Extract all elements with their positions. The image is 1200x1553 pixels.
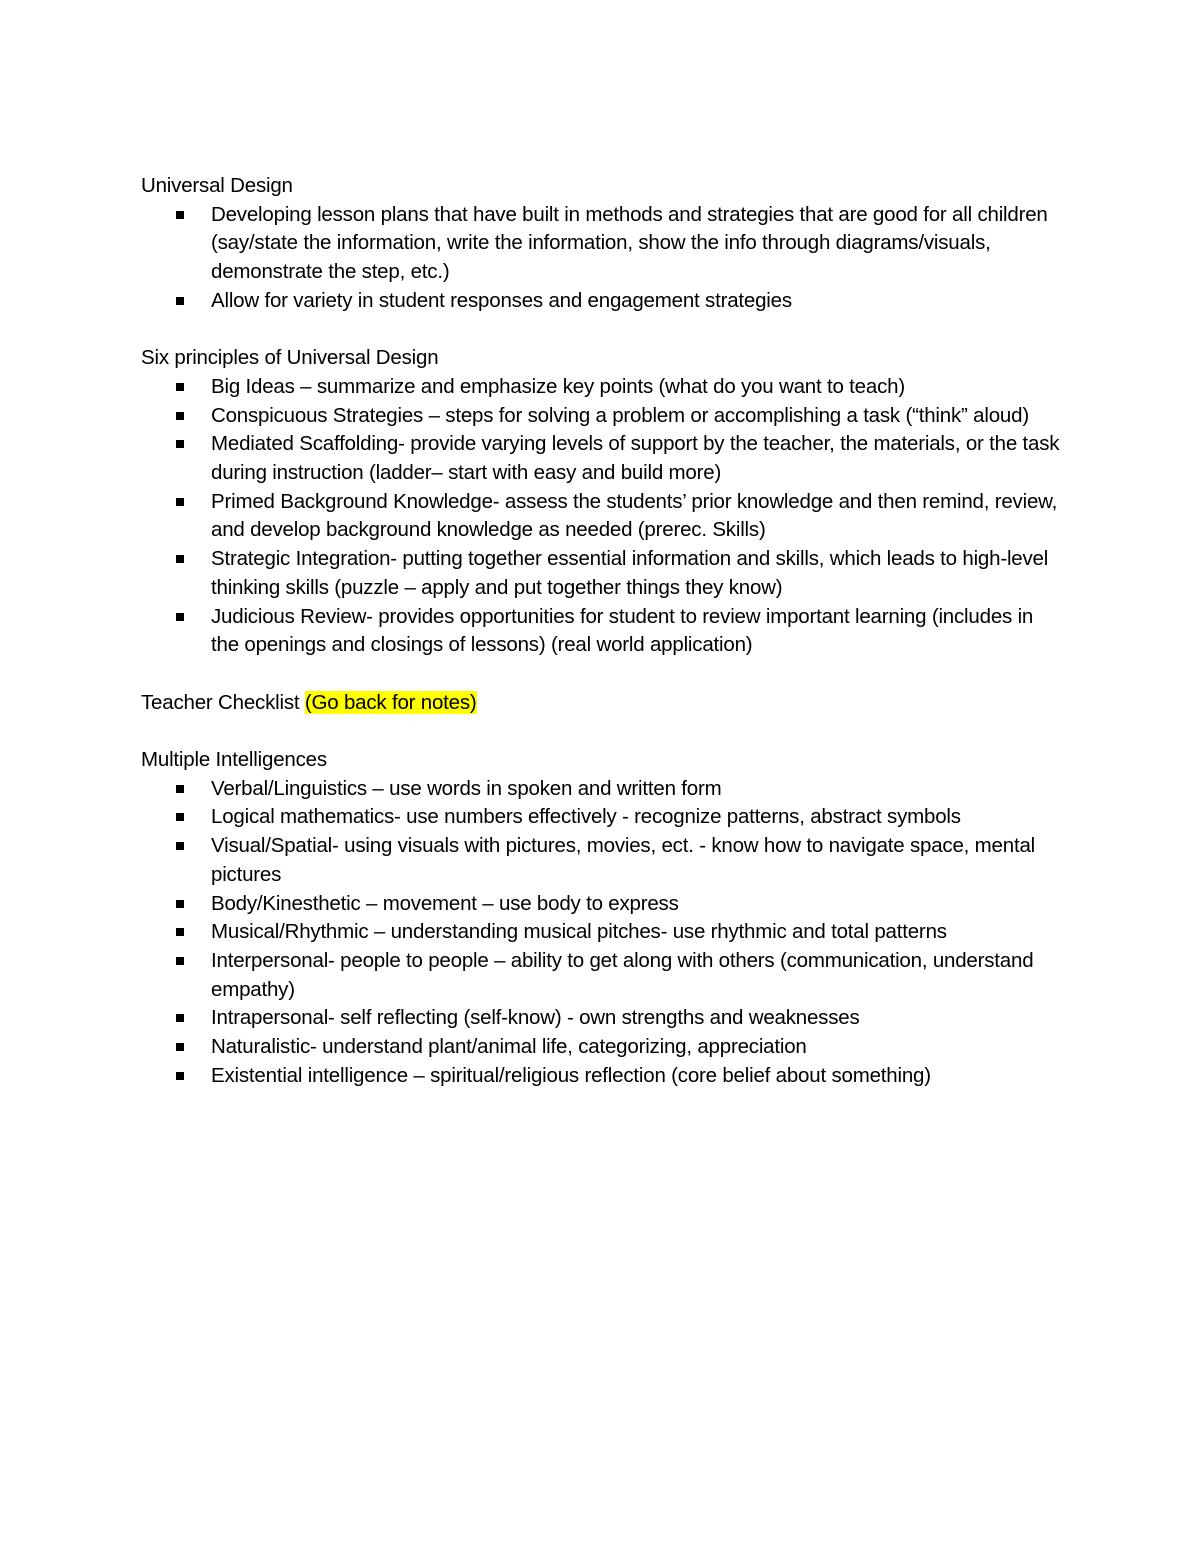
- section-heading: Universal Design: [141, 174, 293, 197]
- list-item: [141, 775, 1061, 804]
- list-item: [141, 402, 1061, 431]
- list-item: [141, 803, 1061, 832]
- list-item: [141, 603, 1061, 660]
- square-bullet-icon: [176, 900, 184, 908]
- square-bullet-icon: [176, 383, 184, 391]
- list-item-text: Verbal/Linguistics – use words in spoken and written form: [211, 776, 722, 800]
- list-item-text: Naturalistic- understand plant/animal life, categorizing, appreciation: [211, 1035, 807, 1059]
- list-item-text: Allow for variety in student responses and engagement strategies: [211, 288, 792, 312]
- highlighted-note: (Go back for notes): [304, 690, 477, 714]
- section-heading: Six principles of Universal Design: [141, 346, 439, 370]
- list-item-text: Judicious Review- provides opportunities for student to review important learning (includes in the openings and closings of lessons) (real world application): [211, 604, 1034, 657]
- square-bullet-icon: [176, 613, 184, 621]
- list-item: [141, 287, 1061, 316]
- heading-text: Teacher Checklist: [141, 690, 300, 714]
- square-bullet-icon: [176, 813, 184, 821]
- list-item-text: Logical mathematics- use numbers effectively - recognize patterns, abstract symbols: [211, 805, 961, 829]
- square-bullet-icon: [176, 1014, 184, 1022]
- list-item-text: Strategic Integration- putting together essential information and skills, which leads to high-level thinking skills (puzzle – apply and put together things they know): [211, 547, 1049, 599]
- list-item-text: Existential intelligence – spiritual/religious reflection (core belief about something): [211, 1063, 931, 1087]
- document-content: [141, 172, 1061, 1119]
- list-item-text: Intrapersonal- self reflecting (self-know) - own strengths and weaknesses: [211, 1006, 860, 1030]
- list-item: [141, 373, 1061, 402]
- section-six-principles: [141, 344, 1061, 660]
- list-item-text: Developing lesson plans that have built in methods and strategies that are good for all children (say/state the information, write the information, show the info through diagrams/visuals, demonstrate the step, etc.): [211, 202, 1048, 284]
- list-item-text: Big Ideas – summarize and emphasize key points (what do you want to teach): [211, 374, 905, 398]
- square-bullet-icon: [176, 1043, 184, 1051]
- list-item-text: Body/Kinesthetic – movement – use body to express: [211, 891, 679, 915]
- bullet-list: [141, 201, 1061, 316]
- section-heading: [141, 689, 1061, 718]
- list-item-text: Primed Background Knowledge- assess the students’ prior knowledge and then remind, review, and develop background knowledge as needed (prerec. Skills): [211, 489, 1058, 542]
- square-bullet-icon: [176, 297, 184, 305]
- list-item-text: Mediated Scaffolding- provide varying levels of support by the teacher, the materials, or the task during instruction (ladder– start with easy and build more): [211, 432, 1060, 485]
- square-bullet-icon: [176, 785, 184, 793]
- list-item: [141, 201, 1061, 287]
- section-multiple-intelligences: [141, 746, 1061, 1090]
- list-item: [141, 1062, 1061, 1091]
- list-item: [141, 832, 1061, 889]
- list-item-text: Conspicuous Strategies – steps for solving a problem or accomplishing a task (“think” aloud): [211, 403, 1029, 427]
- square-bullet-icon: [176, 957, 184, 965]
- bullet-list: [141, 373, 1061, 660]
- list-item: [141, 890, 1061, 919]
- section-heading: Multiple Intelligences: [141, 748, 327, 772]
- square-bullet-icon: [176, 928, 184, 936]
- list-item: [141, 1033, 1061, 1062]
- square-bullet-icon: [176, 498, 184, 506]
- list-item-text: Interpersonal- people to people – ability to get along with others (communication, understand empathy): [211, 948, 1034, 1001]
- section-universal-design: [141, 172, 1061, 316]
- list-item: [141, 947, 1061, 1004]
- square-bullet-icon: [176, 555, 184, 563]
- section-teacher-checklist: [141, 689, 1061, 718]
- list-item: [141, 430, 1061, 487]
- list-item: [141, 488, 1061, 545]
- square-bullet-icon: [176, 211, 184, 219]
- list-item: [141, 545, 1061, 602]
- list-item-text: Visual/Spatial- using visuals with pictures, movies, ect. - know how to navigate space, mental pictures: [211, 834, 1036, 886]
- square-bullet-icon: [176, 842, 184, 850]
- list-item-text: Musical/Rhythmic – understanding musical pitches- use rhythmic and total patterns: [211, 920, 947, 944]
- square-bullet-icon: [176, 440, 184, 448]
- bullet-list: [141, 775, 1061, 1091]
- list-item: [141, 1004, 1061, 1033]
- square-bullet-icon: [176, 412, 184, 420]
- square-bullet-icon: [176, 1072, 184, 1080]
- list-item: [141, 918, 1061, 947]
